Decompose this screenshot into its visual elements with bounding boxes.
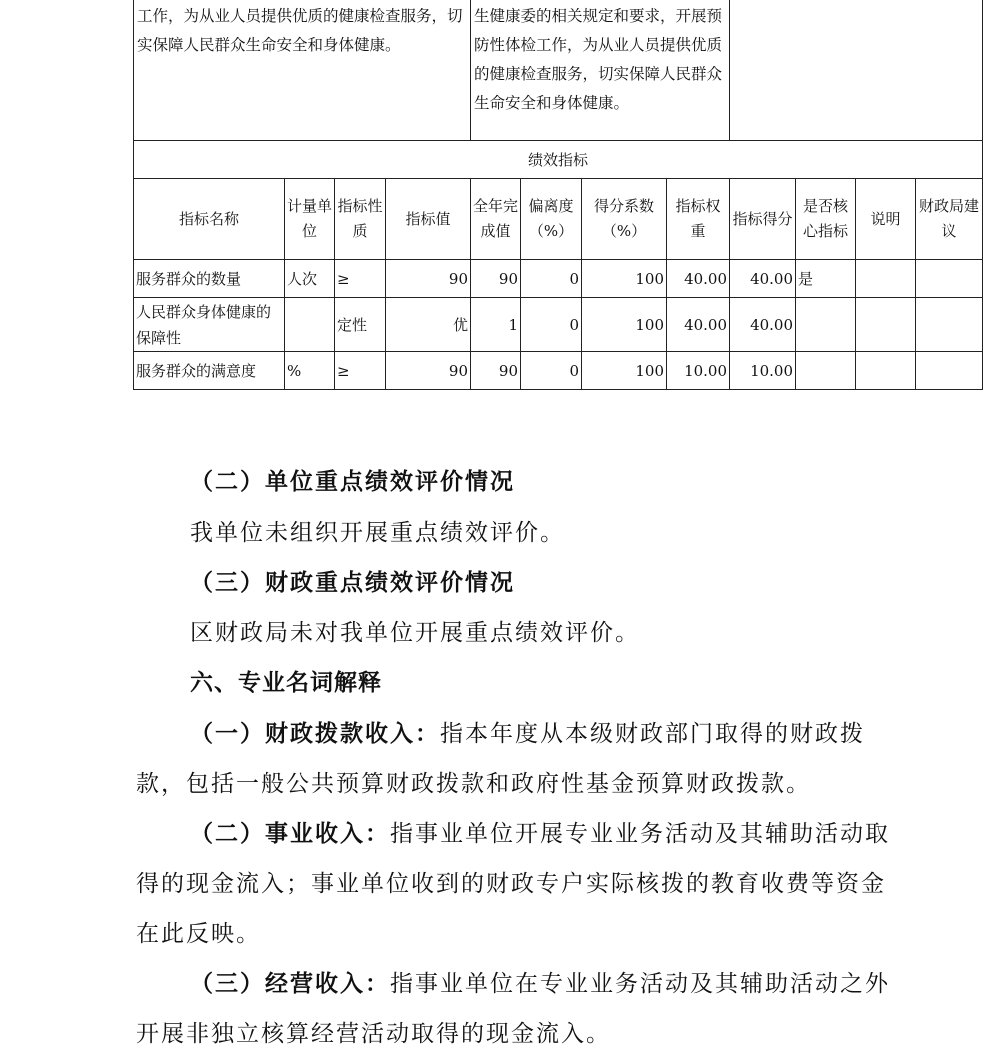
header-nature: 指标性质 <box>335 179 386 260</box>
section-6-heading: 六、专业名词解释 <box>190 670 382 696</box>
table-row <box>134 260 983 298</box>
cell-weight: 40.00 <box>667 260 730 298</box>
cell-actual: 90 <box>471 260 521 298</box>
term-1-text: 指本年度从本级财政部门取得的财政拨款，包括一般公共预算财政拨款和政府性基金预算财政拨款。 <box>136 721 865 797</box>
cell-nature: ≥ <box>335 352 386 390</box>
cell-unit: % <box>285 352 335 390</box>
cell-note <box>856 260 916 298</box>
cell-target: 90 <box>386 352 471 390</box>
performance-table <box>133 0 983 390</box>
term-operating-income <box>136 959 906 1059</box>
cell-core: 是 <box>796 260 856 298</box>
term-business-income <box>136 809 906 959</box>
section-title: 绩效指标 <box>134 141 983 179</box>
cell-score: 10.00 <box>730 352 796 390</box>
cell-weight: 40.00 <box>667 298 730 352</box>
cell-deviation: 0 <box>521 260 582 298</box>
cell-coefficient: 100 <box>582 352 667 390</box>
cell-deviation: 0 <box>521 298 582 352</box>
term-3-label: （三）经营收入： <box>190 970 390 997</box>
header-note: 说明 <box>856 179 916 260</box>
cell-name: 服务群众的数量 <box>134 260 285 298</box>
section-2-heading: （二）单位重点绩效评价情况 <box>190 468 515 495</box>
term-3-text: 指事业单位在专业业务活动及其辅助活动之外开展非独立核算经营活动取得的现金流入。 <box>136 971 890 1047</box>
header-core: 是否核心指标 <box>796 179 856 260</box>
cell-actual: 1 <box>471 298 521 352</box>
cell-name: 人民群众身体健康的保障性 <box>134 298 285 352</box>
table-row <box>134 352 983 390</box>
header-weight: 指标权重 <box>667 179 730 260</box>
header-advice: 财政局建议 <box>916 179 983 260</box>
cell-coefficient: 100 <box>582 260 667 298</box>
cell-advice <box>916 352 983 390</box>
goal-description-left: 工作，为从业人员提供优质的健康检查服务，切实保障人民群众生命安全和身体健康。 <box>134 0 471 141</box>
cell-advice <box>916 298 983 352</box>
header-deviation: 偏离度（%） <box>521 179 582 260</box>
cell-target: 90 <box>386 260 471 298</box>
term-2-label: （二）事业收入： <box>190 820 390 847</box>
section-3-heading: （三）财政重点绩效评价情况 <box>190 569 515 596</box>
cell-core <box>796 298 856 352</box>
cell-score: 40.00 <box>730 298 796 352</box>
cell-coefficient: 100 <box>582 298 667 352</box>
cell-target: 优 <box>386 298 471 352</box>
header-name: 指标名称 <box>134 179 285 260</box>
header-coefficient: 得分系数（%） <box>582 179 667 260</box>
header-unit: 计量单位 <box>285 179 335 260</box>
section-2-text: 我单位未组织开展重点绩效评价。 <box>190 520 565 546</box>
table-header-row <box>134 179 983 260</box>
table-row <box>134 298 983 352</box>
header-score: 指标得分 <box>730 179 796 260</box>
cell-name: 服务群众的满意度 <box>134 352 285 390</box>
cell-note <box>856 298 916 352</box>
section-3-text: 区财政局未对我单位开展重点绩效评价。 <box>190 620 640 646</box>
cell-score: 40.00 <box>730 260 796 298</box>
goal-description-right: 生健康委的相关规定和要求，开展预防性体检工作，为从业人员提供优质的健康检查服务，切实保障人民群众生命安全和身体健康。 <box>471 0 730 141</box>
cell-weight: 10.00 <box>667 352 730 390</box>
term-2-text: 指事业单位开展专业业务活动及其辅助活动取得的现金流入；事业单位收到的财政专户实际核拨的教育收费等资金在此反映。 <box>136 821 890 947</box>
cell-nature: 定性 <box>335 298 386 352</box>
cell-note <box>856 352 916 390</box>
cell-actual: 90 <box>471 352 521 390</box>
cell-advice <box>916 260 983 298</box>
cell-unit <box>285 298 335 352</box>
header-actual: 全年完成值 <box>471 179 521 260</box>
cell-core <box>796 352 856 390</box>
cell-unit: 人次 <box>285 260 335 298</box>
term-1-label: （一）财政拨款收入： <box>190 720 440 747</box>
cell-nature: ≥ <box>335 260 386 298</box>
term-fiscal-appropriation <box>136 709 906 809</box>
cell-deviation: 0 <box>521 352 582 390</box>
header-target: 指标值 <box>386 179 471 260</box>
goal-description-empty <box>730 0 983 141</box>
